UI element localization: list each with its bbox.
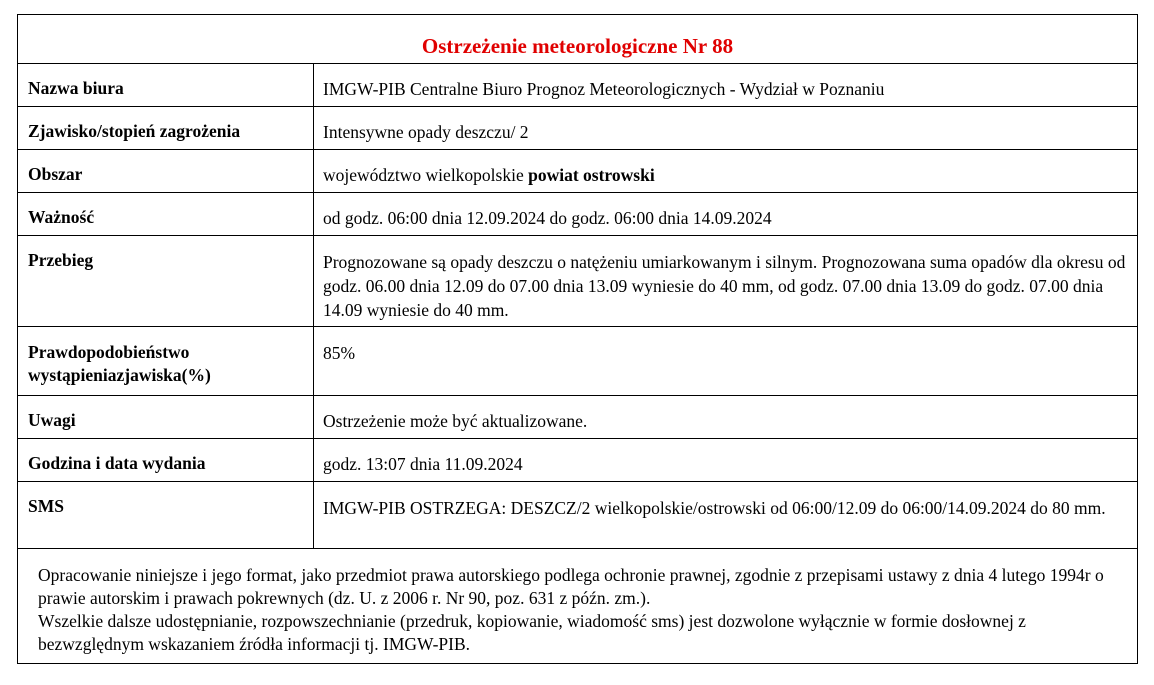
course-label: Przebieg: [28, 250, 94, 270]
footer-paragraph-usage: Wszelkie dalsze udostępnianie, rozpowszechnianie (przedruk, kopiowanie, wiadomość sms) jest dozwolone wyłącznie w formie dosłownej z bezwzględnym wskazaniem źródła informacji tj. IMGW-PIB.: [38, 611, 1026, 654]
footer-paragraph-copyright: Opracowanie niniejsze i jego format, jako przedmiot prawa autorskiego podlega ochronie prawnej, zgodnie z przepisami ustawy z dnia 4 lutego 1994r o prawie autorskim i prawach pokrewnych (dz. U. z 2006 r. Nr 90, poz. 631 z późn. zm.).: [38, 565, 1104, 608]
sms-value: IMGW-PIB OSTRZEGA: DESZCZ/2 wielkopolskie/ostrowski od 06:00/12.09 do 06:00/14.09.2024 do 80 mm.: [323, 498, 1106, 518]
validity-value: od godz. 06:00 dnia 12.09.2024 do godz. 06:00 dnia 14.09.2024: [323, 208, 772, 228]
course-value: Prognozowane są opady deszczu o natężeniu umiarkowanym i silnym. Prognozowana suma opadów dla okresu od godz. 06.00 dnia 12.09 do 07.00 dnia 13.09 wyniesie do 40 mm, od godz. 07.00 dnia 13.09 do godz. 07.00 dnia 14.09 wyniesie do 40 mm.: [323, 252, 1126, 320]
copyright-footer: [28, 564, 1127, 656]
row-sms: [18, 482, 1137, 549]
probability-label-line1: Prawdopodobieństwo: [28, 342, 190, 362]
remarks-value: Ostrzeżenie może być aktualizowane.: [323, 411, 588, 431]
row-phenomenon: [18, 107, 1137, 150]
row-remarks: [18, 396, 1137, 439]
probability-label-line2: wystąpieniazjawiska(%): [28, 365, 211, 385]
remarks-label: Uwagi: [28, 410, 76, 430]
validity-label: Ważność: [28, 207, 95, 227]
probability-value: 85%: [323, 343, 356, 363]
issued-label: Godzina i data wydania: [28, 453, 206, 473]
area-county: powiat ostrowski: [528, 165, 655, 185]
row-course: [18, 236, 1137, 327]
row-issued: [18, 439, 1137, 482]
phenomenon-label: Zjawisko/stopień zagrożenia: [28, 121, 241, 141]
sms-label: SMS: [28, 496, 64, 516]
office-label: Nazwa biura: [28, 78, 124, 98]
warning-title: Ostrzeżenie meteorologiczne Nr 88: [18, 15, 1137, 64]
row-probability: [18, 327, 1137, 396]
row-validity: [18, 193, 1137, 236]
probability-label: [28, 341, 308, 387]
warning-document: [17, 14, 1138, 664]
issued-value: godz. 13:07 dnia 11.09.2024: [323, 454, 523, 474]
area-value: [323, 163, 1127, 187]
row-area: [18, 150, 1137, 193]
area-voivodeship: województwo wielkopolskie: [323, 165, 529, 185]
row-office: [18, 64, 1137, 107]
office-value: IMGW-PIB Centralne Biuro Prognoz Meteorologicznych - Wydział w Poznaniu: [323, 79, 885, 99]
phenomenon-value: Intensywne opady deszczu/ 2: [323, 122, 529, 142]
area-label: Obszar: [28, 164, 83, 184]
